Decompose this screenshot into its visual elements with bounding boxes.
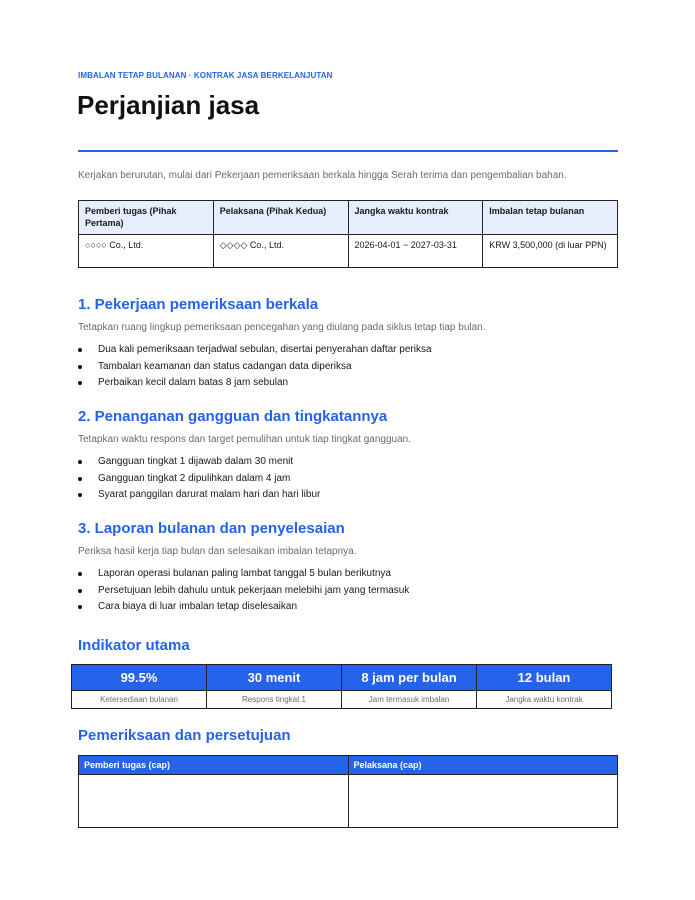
list-item <box>78 359 618 376</box>
approval-header-row <box>79 756 618 775</box>
header-cell-contractor: Pelaksana (Pihak Kedua) <box>213 201 348 235</box>
cell-term: 2026-04-01 ~ 2027-03-31 <box>348 235 483 268</box>
bullet-icon <box>78 348 82 352</box>
intro-text: Kerjakan berurutan, mulai dari Pekerjaan pemeriksaan berkala hingga Serah terima dan pengembalian bahan. <box>78 170 567 181</box>
cell-fee: KRW 3,500,000 (di luar PPN) <box>483 235 618 268</box>
bullet-icon <box>78 365 82 369</box>
client-seal-box[interactable] <box>79 775 349 828</box>
cell-client: ○○○○ Co., Ltd. <box>79 235 214 268</box>
bullet-icon <box>78 460 82 464</box>
kpi-label: Respons tingkat 1 <box>207 691 342 709</box>
document-eyebrow: IMBALAN TETAP BULANAN · KONTRAK JASA BERKELANJUTAN <box>78 71 333 80</box>
list-item-text: Cara biaya di luar imbalan tetap diselesaikan <box>98 601 298 612</box>
kpi-label: Jangka waktu kontrak <box>477 691 612 709</box>
section-list <box>78 566 618 616</box>
approval-header-client: Pemberi tugas (cap) <box>79 756 349 775</box>
table-header-row <box>79 201 618 235</box>
list-item <box>78 375 618 392</box>
list-item <box>78 599 618 616</box>
list-item-text: Gangguan tingkat 2 dipulihkan dalam 4 jam <box>98 472 291 484</box>
section-periodic-inspection <box>78 296 618 392</box>
section-monthly-report <box>78 520 618 616</box>
section-title: 3. Laporan bulanan dan penyelesaian <box>78 520 345 537</box>
bullet-icon <box>78 589 82 593</box>
list-item <box>78 487 618 504</box>
contract-info-table <box>78 200 618 268</box>
list-item <box>78 566 618 583</box>
kpi-label-row <box>72 691 612 709</box>
section-description: Periksa hasil kerja tiap bulan dan selesaikan imbalan tetapnya. <box>78 546 357 557</box>
page-title: Perjanjian jasa <box>77 90 260 120</box>
section-title: 2. Penanganan gangguan dan tingkatannya <box>78 408 388 425</box>
header-cell-fee: Imbalan tetap bulanan <box>483 201 618 235</box>
header-cell-client: Pemberi tugas (Pihak Pertama) <box>79 201 214 235</box>
list-item-text: Gangguan tingkat 1 dijawab dalam 30 menit <box>98 456 294 467</box>
kpi-value: 99.5% <box>72 665 207 691</box>
kpi-value-row <box>72 665 612 691</box>
kpi-value: 12 bulan <box>477 665 612 691</box>
section-incident-handling <box>78 408 618 504</box>
approval-heading: Pemeriksaan dan persetujuan <box>78 727 291 744</box>
list-item-text: Syarat panggilan darurat malam hari dan hari libur <box>98 489 321 500</box>
section-title: 1. Pekerjaan pemeriksaan berkala <box>78 296 319 313</box>
bullet-icon <box>78 572 82 576</box>
approval-signature-row <box>79 775 618 828</box>
cell-contractor: ◇◇◇◇ Co., Ltd. <box>213 235 348 268</box>
kpi-heading: Indikator utama <box>78 637 190 654</box>
kpi-table <box>71 664 612 709</box>
kpi-label: Ketersediaan bulanan <box>72 691 207 709</box>
bullet-icon <box>78 477 82 481</box>
approval-header-contractor: Pelaksana (cap) <box>348 756 618 775</box>
kpi-value: 8 jam per bulan <box>342 665 477 691</box>
header-cell-term: Jangka waktu kontrak <box>348 201 483 235</box>
section-list <box>78 342 618 392</box>
list-item <box>78 471 618 488</box>
list-item <box>78 454 618 471</box>
section-list <box>78 454 618 504</box>
bullet-icon <box>78 493 82 497</box>
list-item <box>78 583 618 600</box>
section-description: Tetapkan ruang lingkup pemeriksaan pencegahan yang diulang pada siklus tetap tiap bulan. <box>78 322 486 333</box>
list-item-text: Persetujuan lebih dahulu untuk pekerjaan melebihi jam yang termasuk <box>98 584 410 596</box>
table-row <box>79 235 618 268</box>
section-description: Tetapkan waktu respons dan target pemulihan untuk tiap tingkat gangguan. <box>78 434 412 445</box>
kpi-value: 30 menit <box>207 665 342 691</box>
kpi-label: Jam termasuk imbalan <box>342 691 477 709</box>
list-item-text: Tambalan keamanan dan status cadangan data diperiksa <box>98 360 352 372</box>
title-divider <box>78 150 618 152</box>
list-item-text: Laporan operasi bulanan paling lambat tanggal 5 bulan berikutnya <box>98 568 391 579</box>
list-item <box>78 342 618 359</box>
list-item-text: Dua kali pemeriksaan terjadwal sebulan, disertai penyerahan daftar periksa <box>98 344 432 355</box>
list-item-text: Perbaikan kecil dalam batas 8 jam sebulan <box>98 377 289 388</box>
bullet-icon <box>78 381 82 385</box>
contractor-seal-box[interactable] <box>348 775 618 828</box>
bullet-icon <box>78 605 82 609</box>
approval-table <box>78 755 618 828</box>
